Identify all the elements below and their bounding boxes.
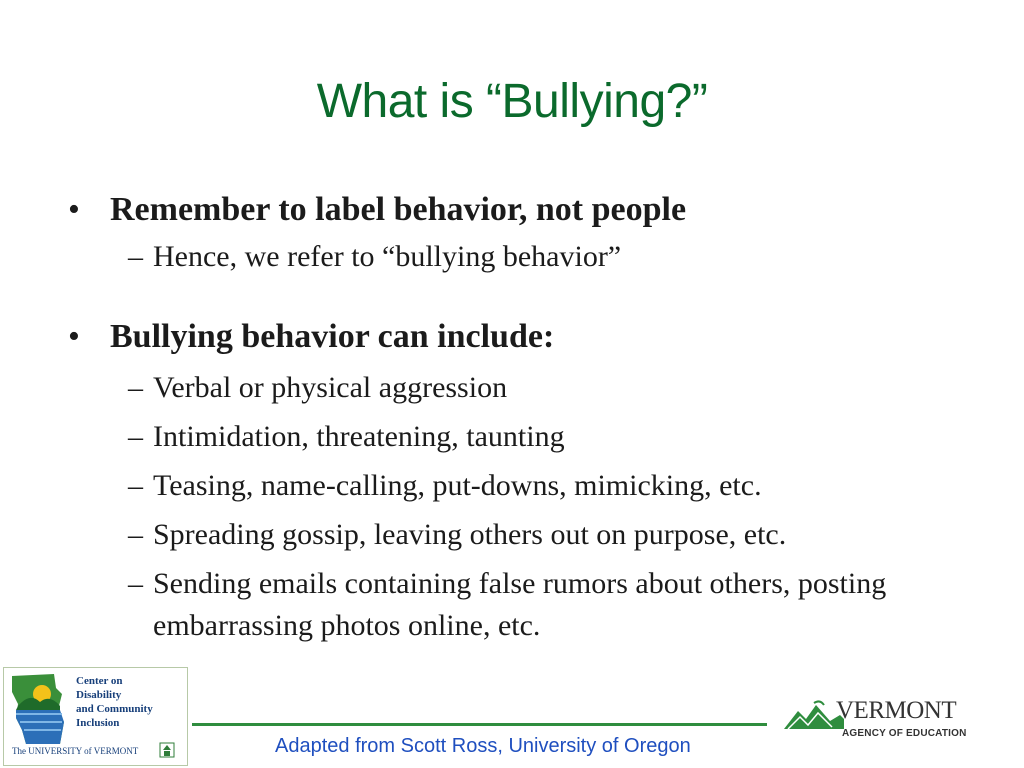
footer-credit: Adapted from Scott Ross, University of Oregon	[275, 735, 691, 757]
agency-of-education-text: AGENCY OF EDUCATION	[842, 728, 967, 739]
vermont-wordmark: VERMONT	[836, 697, 957, 724]
bullet-text: Bullying behavior can include:	[110, 318, 555, 355]
bullet-group-2	[68, 315, 973, 647]
vermont-aoe-logo	[784, 695, 968, 745]
sub-bullet-item	[68, 416, 973, 458]
bullet-group-1	[68, 188, 686, 278]
mountains-icon	[784, 699, 844, 733]
sub-bullet-marker: –	[128, 518, 143, 551]
sub-bullet-item	[68, 563, 973, 647]
sub-bullet-text: Verbal or physical aggression	[153, 371, 508, 404]
cdci-name: Center on Disability and Community Inclusion	[76, 675, 153, 729]
bullet-marker: •	[68, 318, 80, 355]
sub-bullet-marker: –	[128, 371, 143, 404]
sub-bullet-item	[68, 367, 973, 409]
sub-bullet-text: Teasing, name-calling, put-downs, mimicking, etc.	[153, 469, 762, 502]
footer-divider	[192, 723, 767, 726]
bullet-text: Remember to label behavior, not people	[110, 191, 687, 228]
vermont-map-icon	[6, 670, 76, 748]
sub-bullet-text: Intimidation, threatening, taunting	[153, 420, 565, 453]
sub-bullet-marker: –	[128, 469, 143, 502]
slide-title: What is “Bullying?”	[316, 75, 708, 128]
sub-bullet-marker: –	[128, 420, 143, 453]
bullet-marker: •	[68, 191, 80, 228]
sub-bullet-item	[68, 236, 686, 278]
sub-bullet-marker: –	[128, 567, 143, 600]
sub-bullet-item	[68, 514, 973, 556]
sub-bullet-item	[68, 465, 973, 507]
cdci-logo	[3, 667, 188, 766]
sub-bullet-text: Sending emails containing false rumors about others, posting embarrassing photos online, etc.	[153, 567, 887, 642]
uvm-seal-icon	[159, 742, 175, 758]
sub-bullet-marker: –	[128, 240, 143, 273]
bullet-item	[68, 188, 686, 232]
uvm-wordmark: The UNIVERSITY of VERMONT	[12, 746, 139, 756]
bullet-item	[68, 315, 973, 359]
sub-bullet-text: Spreading gossip, leaving others out on purpose, etc.	[153, 518, 787, 551]
sub-bullet-text: Hence, we refer to “bullying behavior”	[153, 240, 622, 273]
